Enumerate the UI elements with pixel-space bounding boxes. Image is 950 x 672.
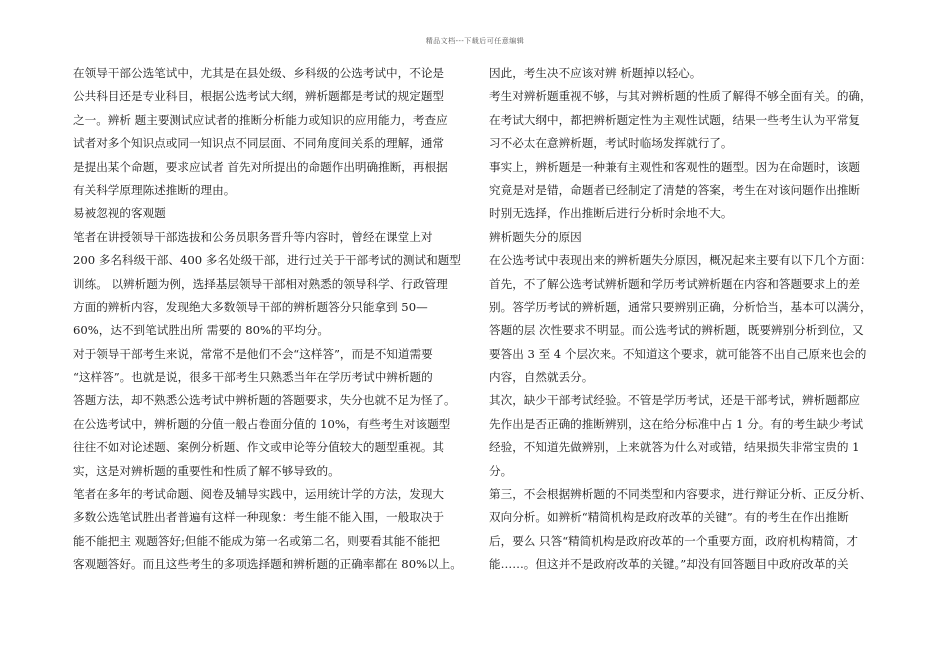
right-column-line: 首先，不了解公选考试辨析题和学历考试辨析题在内容和答题要求上的差	[489, 276, 861, 291]
right-column-line: 其次，缺少干部考试经验。不管是学历考试，还是干部考试，辨析题都应	[489, 393, 861, 408]
right-column-line: 习不必太在意辨析题，考试时临场发挥就行了。	[489, 136, 733, 151]
right-column-line: 在公选考试中表现出来的辨析题失分原因，概况起来主要有以下几个方面：	[489, 253, 872, 268]
left-column-line: 200 多名科级干部、400 多名处级干部，进行过关于干部考试的测试和题型	[73, 253, 461, 268]
right-column-line: 要答出 3 至 4 个层次来。不知道这个要求，就可能答不出自己原来也会的	[489, 346, 867, 361]
left-column-line: 在领导干部公选笔试中，尤其是在县处级、乡科级的公选考试中，不论是	[73, 66, 445, 80]
right-column-line: 时别无选择，作出推断后进行分析时余地不大。	[489, 206, 733, 221]
right-column-line: 究竟是对是错，命题者已经制定了清楚的答案，考生在对该问题作出推断	[489, 182, 861, 197]
right-column-line: 内容，自然就丢分。	[489, 370, 594, 385]
right-column-line: 答题的层 次性要求不明显。而公选考试的辨析题，既要辨别分析到位，又	[489, 323, 864, 338]
left-column-line: 多数公选笔试胜出者普遍有这样一种现象：考生能不能入围，一般取决于	[73, 510, 445, 525]
left-column-line: 实，这是对辨析题的重要性和性质了解不够导致的。	[73, 463, 340, 478]
left-column-line: 60%，达不到笔试胜出所 需要的 80%的平均分。	[73, 323, 330, 338]
right-column-line: 考生对辨析题重视不够，与其对辨析题的性质了解得不够全面有关。的确，	[489, 89, 872, 104]
right-column-line: 在考试大纲中，都把辨析题定性为主观性试题，结果一些考生认为平常复	[489, 112, 861, 127]
right-column-line: 别。答学历考试的辨析题，通常只要辨别正确，分析恰当，基本可以满分，	[489, 299, 872, 314]
right-column-line: 经验，不知道先做辨别，上来就答为什么对或错，结果损失非常宝贵的 1	[489, 440, 860, 455]
left-column-line: 答题方法，却不熟悉公选考试中辨析题的答题要求，失分也就不足为怪了。	[73, 393, 456, 408]
right-column-line: 先作出是否正确的推断辨别，这在给分标准中占 1 分。有的考生缺少考试	[489, 416, 864, 431]
right-column-line: 辨析题失分的原因	[489, 229, 582, 244]
page-header: 精品文档---下载后可任意编辑	[425, 37, 525, 45]
left-column-line: 客观题答好。而且这些考生的多项选择题和辨析题的正确率都在 80%以上。	[73, 557, 462, 572]
left-column-line: 往往不如对论述题、案例分析题、作文或申论等分值较大的题型重视。其	[73, 440, 445, 455]
left-column-line: 对于领导干部考生来说，常常不是他们不会“这样答”，而是不知道需要	[73, 346, 433, 361]
left-column-line: “这样答”。也就是说，很多干部考生只熟悉当年在学历考试中辨析题的	[73, 370, 433, 385]
left-column-line: 易被忽视的客观题	[73, 206, 166, 221]
left-column-line: 在公选考试中，辨析题的分值一般占卷面分值的 10%，有些考生对该题型	[73, 416, 451, 431]
left-column-line: 是提出某个命题，要求应试者 首先对所提出的命题作出明确推断，再根据	[73, 159, 448, 174]
right-column-line: 第三，不会根据辨析题的不同类型和内容要求，进行辩证分析、正反分析、	[489, 487, 872, 502]
right-column-line: 能……。但这并不是政府改革的关键。”却没有回答题目中政府改革的关	[489, 557, 849, 572]
right-column	[489, 62, 881, 577]
left-column-line: 笔者在多年的考试命题、阅卷及辅导实践中，运用统计学的方法，发现大	[73, 487, 445, 502]
left-column-line: 之一。辨析 题主要测试应试者的推断分析能力或知识的应用能力，考查应	[73, 112, 448, 127]
right-column-line: 事实上，辨析题是一种兼有主观性和客观性的题型。因为在命题时，该题	[489, 159, 861, 174]
left-column-line: 试者对多个知识点或同一知识点不同层面、不同角度间关系的理解，通常	[73, 136, 445, 151]
left-column-line: 公共科目还是专业科目，根据公选考试大纲，辨析题都是考试的规定题型	[73, 89, 445, 104]
left-column-line: 能不能把主 观题答好;但能不能成为第一名或第二名，则要看其能不能把	[73, 533, 441, 548]
right-column-line: 分。	[489, 463, 513, 478]
left-column-line: 笔者在讲授领导干部选拔和公务员职务晋升等内容时，曾经在课堂上对	[73, 229, 433, 244]
left-column	[73, 62, 465, 577]
right-column-line: 因此，考生决不应该对辨 析题掉以轻心。	[489, 66, 702, 80]
left-column-line: 有关科学原理陈述推断的理由。	[73, 182, 236, 197]
left-column-line: 训练。 以辨析题为例，选择基层领导干部相对熟悉的领导科学、行政管理	[73, 276, 448, 291]
left-column-line: 方面的辨析内容，发现绝大多数领导干部的辨析题答分只能拿到 50—	[73, 299, 428, 314]
right-column-line: 双向分析。如辨析“精简机构是政府改革的关键”。有的考生在作出推断	[489, 510, 849, 525]
right-column-line: 后，要么 只答“精简机构是政府改革的一个重要方面，政府机构精简，才	[489, 533, 859, 548]
